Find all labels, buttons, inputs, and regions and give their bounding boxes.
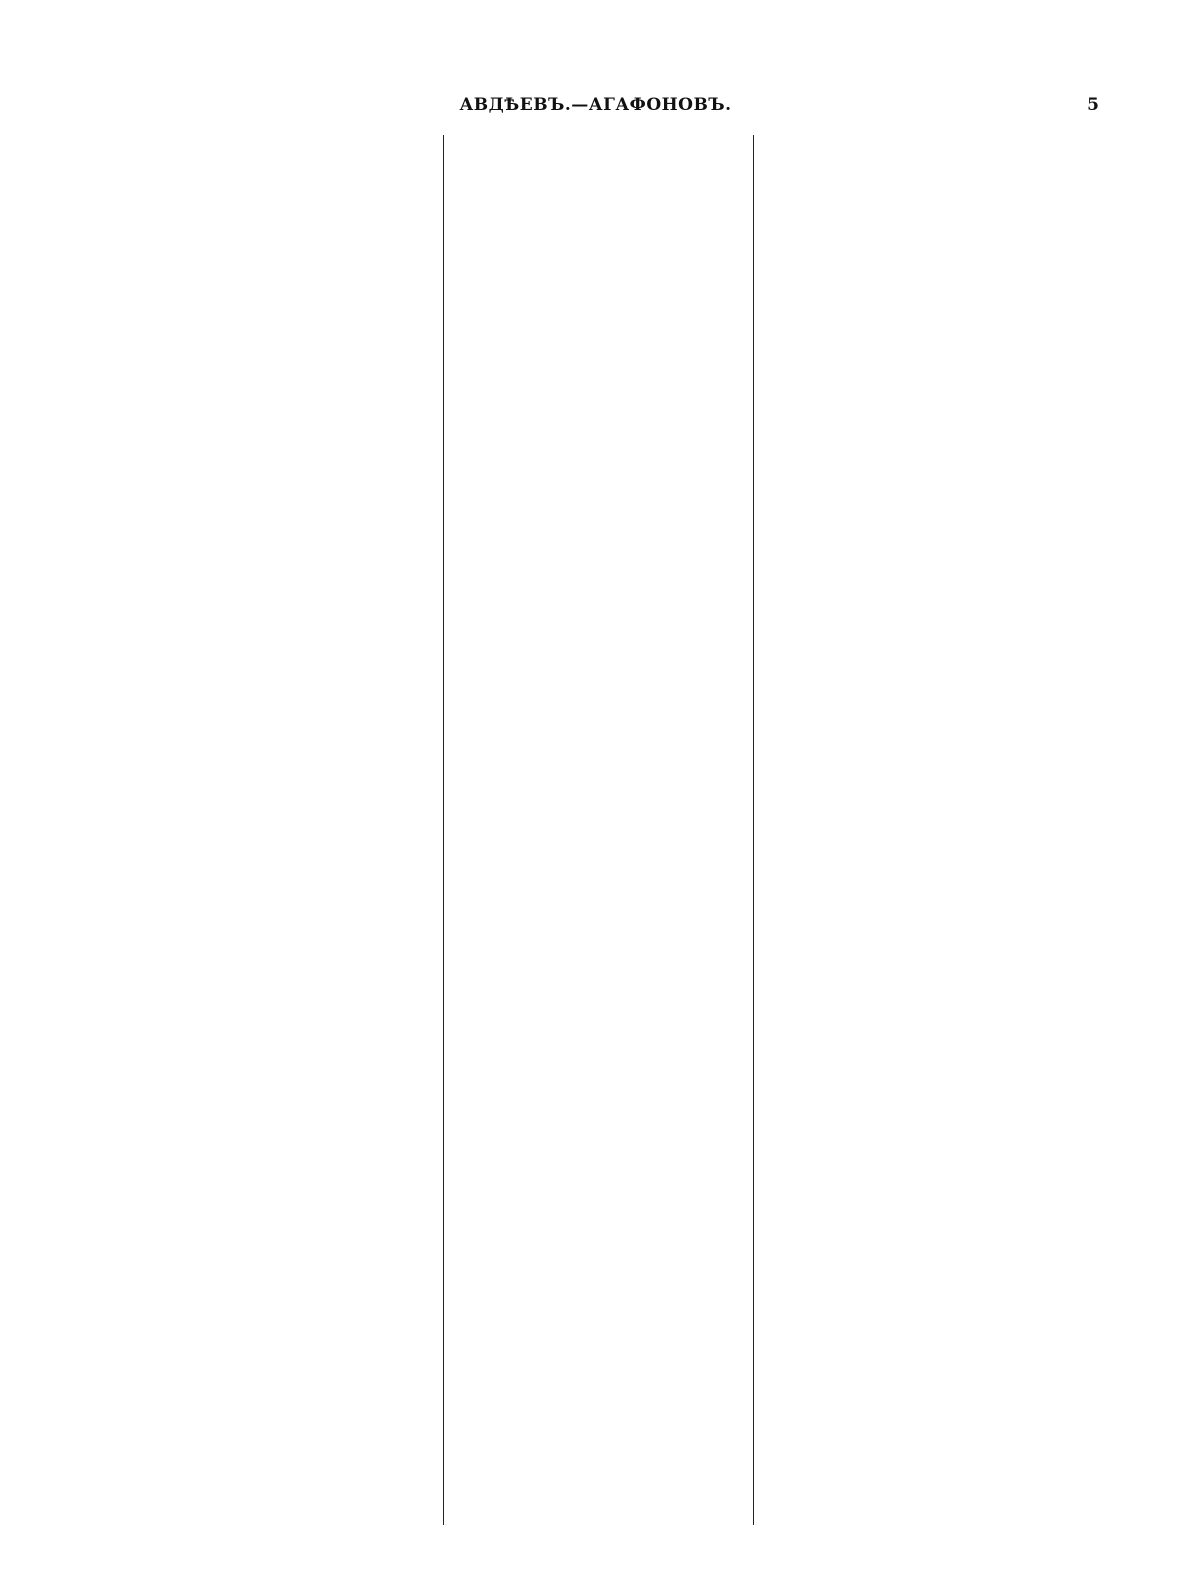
- running-header: [0, 95, 1191, 119]
- column-1: [140, 135, 436, 1525]
- column-divider: [443, 135, 444, 1525]
- column-divider: [753, 135, 754, 1525]
- column-3: [760, 135, 1056, 1525]
- page-title: АВДѢЕВЪ.—АГАФОНОВЪ.: [459, 95, 732, 115]
- page-number: 5: [1087, 95, 1099, 115]
- directory-columns: [140, 135, 1056, 1525]
- column-2: [450, 135, 746, 1525]
